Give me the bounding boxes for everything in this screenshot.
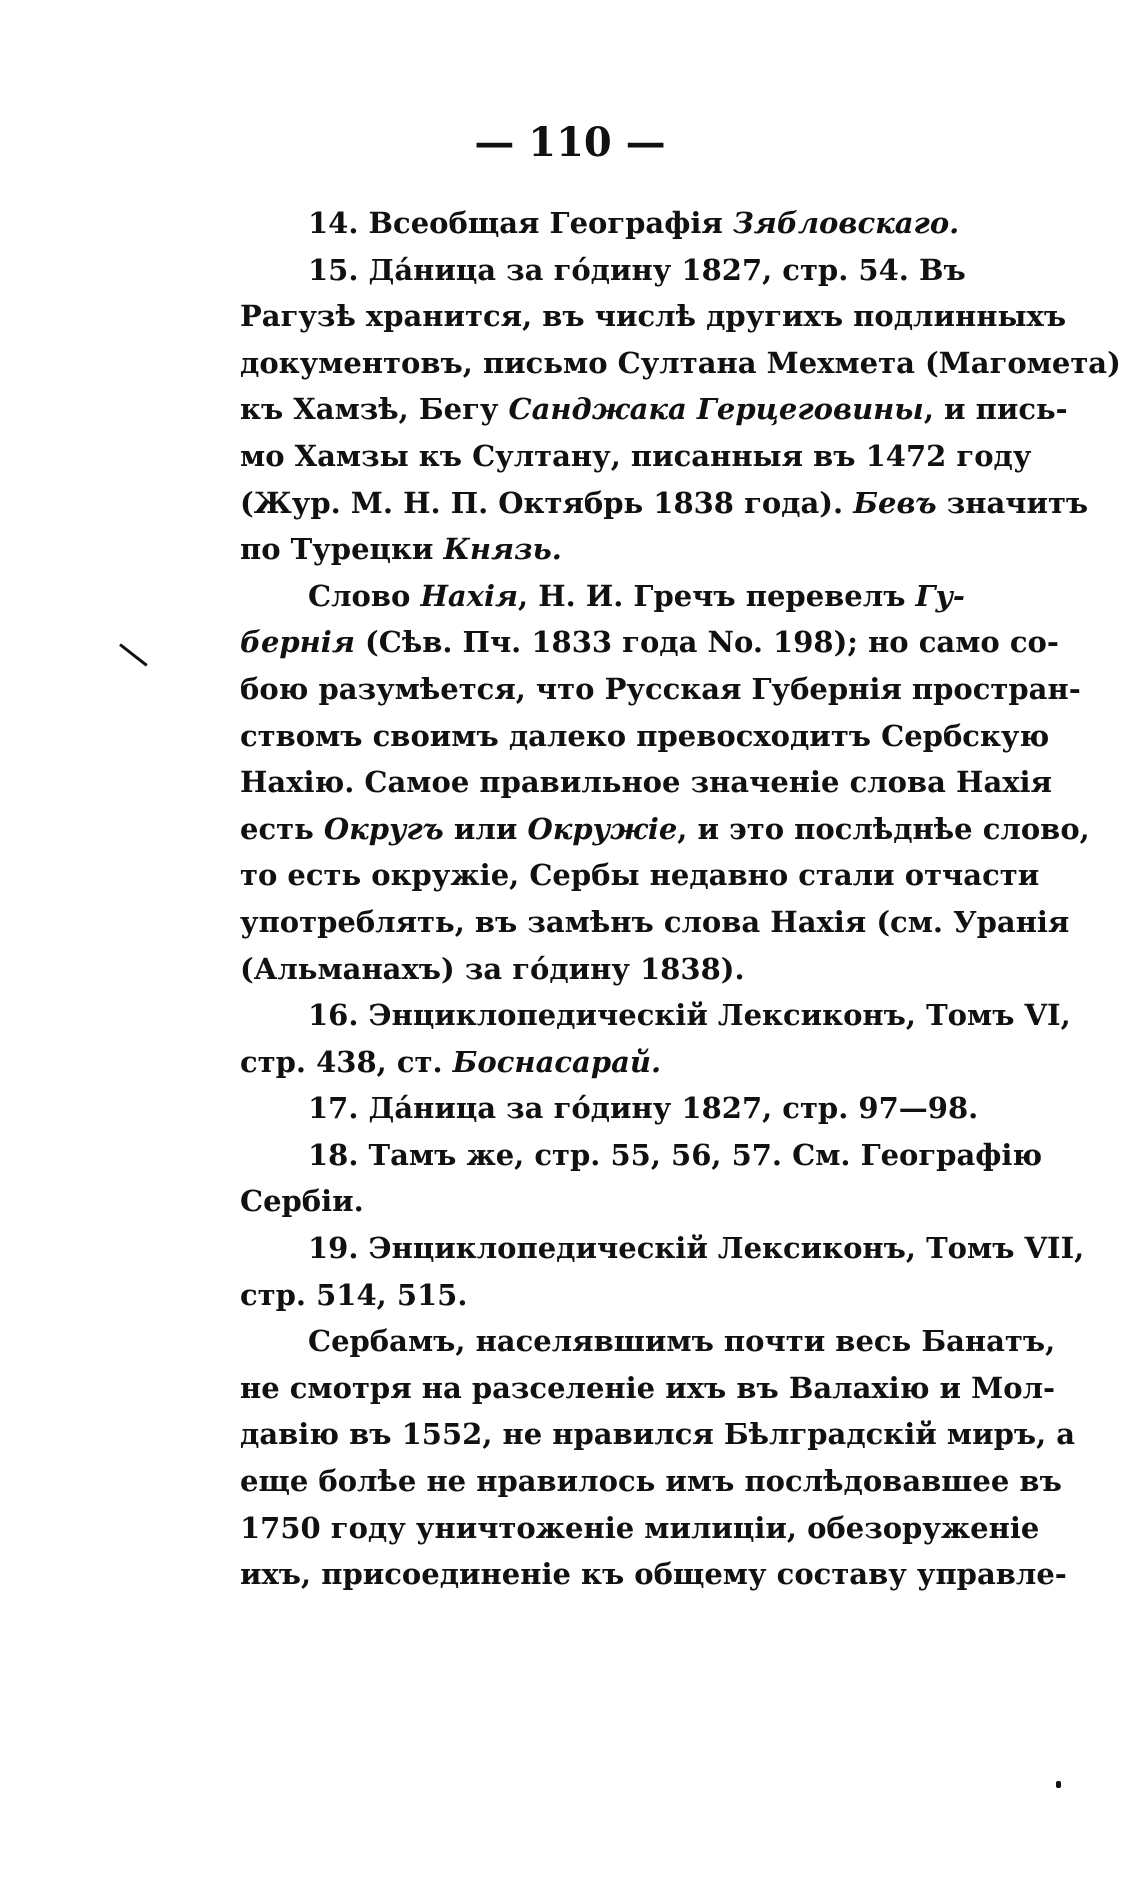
text-segment: (Жур. М. Н. П. Октябрь 1838 года). <box>240 485 854 520</box>
text-segment: Рагузѣ хранится, въ числѣ другихъ подлинныхъ <box>240 299 1067 334</box>
text-segment: 19. Энциклопедическій Лексиконъ, Томъ VII, <box>308 1231 1085 1266</box>
italic-text: Боснасарай. <box>452 1044 662 1079</box>
text-line <box>240 293 1067 340</box>
text-line <box>240 1132 1043 1179</box>
italic-text: Гу- <box>915 578 965 613</box>
text-line <box>240 619 1059 666</box>
text-segment: Сербіи. <box>240 1184 364 1219</box>
text-segment: ихъ, присоединеніе къ общему составу управле- <box>240 1557 1067 1592</box>
text-line <box>240 1505 1040 1552</box>
italic-text: Зябловскаго. <box>732 206 960 240</box>
italic-text: бернія <box>240 625 355 660</box>
text-line <box>240 526 905 573</box>
italic-text: Санджака Герцеговины <box>508 392 924 427</box>
text-line <box>240 946 905 993</box>
text-line <box>240 1272 905 1319</box>
text-line <box>240 573 965 620</box>
text-segment: (Сѣв. Пч. 1833 года No. 198); но само со- <box>354 625 1059 660</box>
text-line <box>240 247 966 294</box>
text-segment: 14. Всеобщая Географія <box>308 206 733 240</box>
text-segment: не смотря на разселеніе ихъ въ Валахію и Мол- <box>240 1370 1056 1405</box>
text-line <box>240 1178 905 1225</box>
text-segment: 16. Энциклопедическій Лексиконъ, Томъ VI, <box>308 998 1071 1033</box>
text-line <box>240 1085 979 1132</box>
stray-dot <box>1056 1781 1061 1788</box>
italic-text: Бевъ <box>853 485 937 520</box>
text-line <box>240 340 1121 387</box>
stray-mark <box>119 643 148 666</box>
text-segment: (Альманахъ) за гóдину 1838). <box>240 951 745 986</box>
text-segment: Нахію. Самое правильное значеніе слова Нахія <box>240 765 1052 800</box>
text-line <box>240 1318 1056 1365</box>
text-line <box>240 1551 1067 1598</box>
text-segment: мо Хамзы къ Султану, писанныя въ 1472 году <box>240 438 1032 473</box>
text-line <box>240 759 1052 806</box>
body-text <box>240 200 1121 1598</box>
text-segment: къ Хамзѣ, Бегу <box>240 392 509 427</box>
page-number: — 110 — <box>474 119 666 166</box>
text-segment: стр. 514, 515. <box>240 1277 468 1312</box>
text-segment: по Турецки <box>240 532 444 567</box>
text-segment: бою разумѣется, что Русская Губернія простран- <box>240 671 1081 706</box>
text-segment: ствомъ своимъ далеко превосходитъ Сербскую <box>240 718 1050 753</box>
text-line <box>240 1411 1076 1458</box>
text-line <box>240 1365 1056 1412</box>
text-segment: то есть окружіе, Сербы недавно стали отчасти <box>240 858 1040 893</box>
text-line <box>240 1225 1085 1272</box>
italic-text: Окружіе <box>527 811 678 846</box>
text-line <box>240 200 960 247</box>
text-segment: давію въ 1552, не нравился Бѣлградскій миръ, а <box>240 1417 1076 1452</box>
text-line <box>240 433 1032 480</box>
text-line <box>240 852 1040 899</box>
text-segment: 15. Дáница за гóдину 1827, стр. 54. Въ <box>308 252 966 287</box>
text-line <box>240 386 1068 433</box>
text-segment: еще болѣе не нравилось имъ послѣдовавшее въ <box>240 1464 1062 1499</box>
italic-text: Князь. <box>443 532 562 567</box>
text-line <box>240 992 1071 1039</box>
text-segment: или <box>443 811 528 846</box>
text-segment: , и это послѣднѣе слово, <box>677 811 1090 846</box>
text-line <box>240 480 1089 527</box>
italic-text: Нахія <box>420 578 519 613</box>
text-segment: значитъ <box>936 485 1089 520</box>
text-segment: 18. Тамъ же, стр. 55, 56, 57. См. Географію <box>308 1137 1043 1172</box>
text-line <box>240 1039 905 1086</box>
text-line <box>240 806 1090 853</box>
text-segment: употреблять, въ замѣнъ слова Нахія (см. Уранія <box>240 904 1070 939</box>
text-segment: документовъ, письмо Султана Мехмета (Магомета) <box>240 345 1121 380</box>
text-segment: 17. Дáница за гóдину 1827, стр. 97—98. <box>308 1091 979 1126</box>
text-line <box>240 1458 1062 1505</box>
text-line <box>240 666 1081 713</box>
italic-text: Округъ <box>323 811 444 846</box>
text-line <box>240 899 1070 946</box>
text-segment: , и пись- <box>923 392 1068 427</box>
text-segment: , Н. И. Гречъ перевелъ <box>518 578 916 613</box>
text-segment: 1750 году уничтоженіе милиціи, обезоруженіе <box>240 1510 1040 1545</box>
text-segment: есть <box>240 811 324 846</box>
text-segment: Слово <box>308 578 421 613</box>
text-line <box>240 713 1050 760</box>
text-segment: Сербамъ, населявшимъ почти весь Банатъ, <box>308 1324 1056 1359</box>
text-segment: стр. 438, ст. <box>240 1044 453 1079</box>
